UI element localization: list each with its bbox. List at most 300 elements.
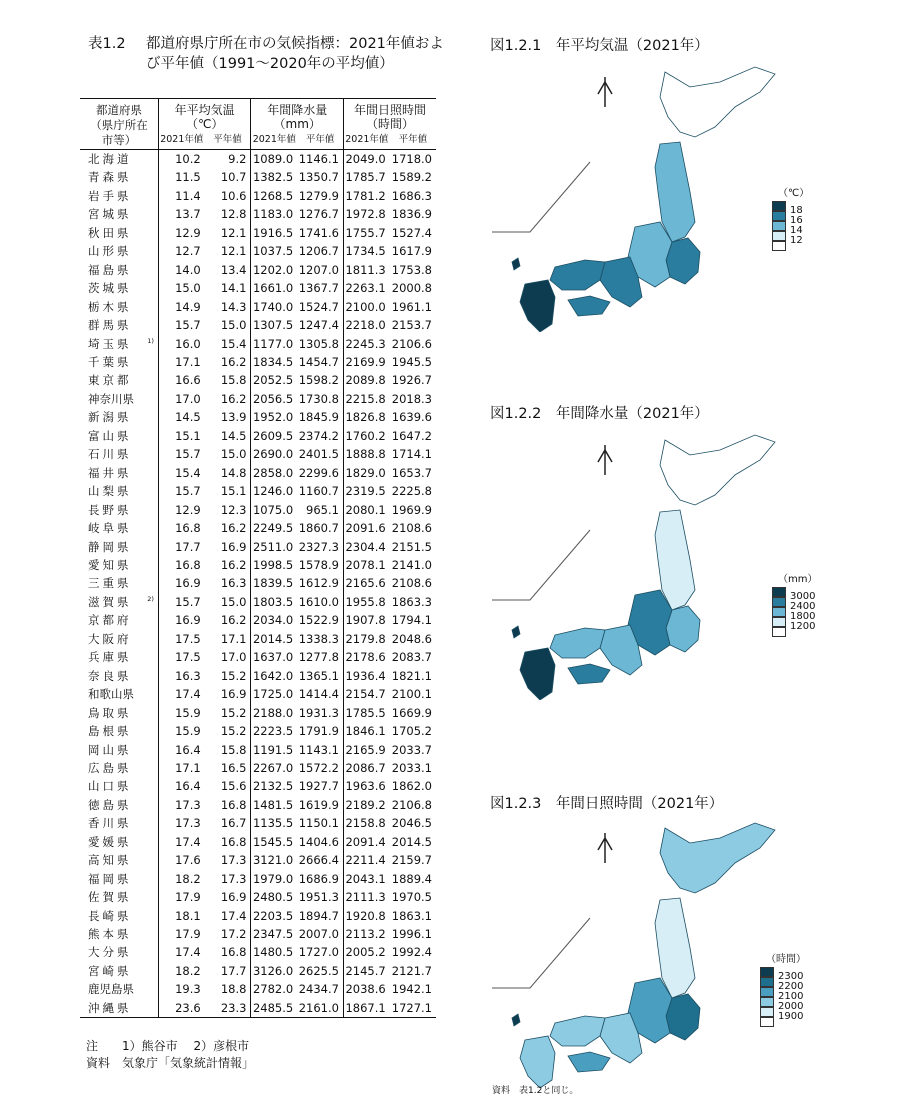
- legend-value: 3000: [790, 591, 816, 602]
- cell-s21: 2189.2: [345, 797, 386, 812]
- cell-sn: 2108.6: [391, 521, 432, 536]
- cell-s21: 1920.8: [345, 908, 386, 923]
- cell-tn: 15.6: [205, 777, 251, 795]
- cell-tn: 16.8: [205, 796, 251, 814]
- subheader-precip-2021: 2021年値: [251, 131, 297, 150]
- table-row: [80, 279, 436, 297]
- cell-tn: 12.1: [205, 224, 251, 242]
- cell-tn: 10.7: [205, 168, 251, 186]
- cell-p21: 3121.0: [252, 853, 294, 868]
- cell-s21: 2091.6: [345, 521, 386, 536]
- cell-pn: 1365.1: [297, 667, 343, 685]
- cell-s21: 1907.8: [345, 613, 386, 628]
- cell-t21: 17.5: [175, 650, 201, 665]
- header-pref-line1: 都道府県: [95, 103, 142, 117]
- cell-pn: 1686.9: [297, 870, 343, 888]
- prefecture-name-text: 広島県: [88, 760, 132, 775]
- cell-s21: 1846.1: [345, 724, 386, 739]
- cell-sn: 1527.4: [391, 225, 432, 240]
- cell-pn: 1522.9: [297, 611, 343, 629]
- header-temp-unit: （℃）: [185, 117, 224, 131]
- map-region-okinawa: [512, 258, 520, 270]
- legend-value: 2100: [778, 991, 804, 1002]
- cell-tn: 10.6: [205, 187, 251, 205]
- legend-row: [772, 587, 817, 602]
- prefecture-name: [80, 353, 158, 371]
- cell-pn: 1727.0: [297, 943, 343, 961]
- cell-p21: 1661.0: [252, 281, 294, 296]
- cell-tn: 17.3: [205, 870, 251, 888]
- cell-pn: 1524.7: [297, 298, 343, 316]
- cell-tn: 16.8: [205, 833, 251, 851]
- cell-tn: 17.4: [205, 907, 251, 925]
- cell-pn: 2327.3: [297, 538, 343, 556]
- prefecture-name-text: 新潟県: [88, 410, 132, 425]
- cell-p21: 2188.0: [252, 705, 294, 720]
- figure-2-legend: [772, 570, 817, 637]
- north-arrow-icon: [598, 77, 612, 107]
- prefecture-name: [80, 593, 158, 611]
- cell-s21: 2319.5: [345, 484, 386, 499]
- cell-tn: 16.2: [205, 390, 251, 408]
- prefecture-name: [80, 777, 158, 795]
- table-row: [80, 759, 436, 777]
- cell-p21: 1952.0: [252, 410, 294, 425]
- legend-swatch: [760, 1007, 774, 1017]
- map-region-hokkaido: [660, 823, 775, 893]
- cell-t21: 15.0: [175, 281, 201, 296]
- cell-sn: 1821.1: [391, 668, 432, 683]
- prefecture-name: [80, 408, 158, 426]
- table-row: [80, 630, 436, 648]
- cell-sn: 1705.2: [391, 724, 432, 739]
- figure-1-temperature-map: [490, 62, 790, 332]
- prefecture-name-text: 東京都: [88, 373, 132, 388]
- cell-p21: 3126.0: [252, 963, 294, 978]
- climate-table: [80, 98, 436, 1018]
- cell-t21: 16.0: [175, 336, 201, 351]
- cell-t21: 16.9: [175, 613, 201, 628]
- prefecture-footnote-marker: 1): [147, 336, 154, 345]
- prefecture-name-text: 岡山県: [88, 742, 132, 757]
- prefecture-name: [80, 242, 158, 260]
- prefecture-name: [80, 187, 158, 205]
- north-arrow-icon: [598, 445, 612, 475]
- cell-p21: 2034.0: [252, 613, 294, 628]
- cell-tn: 17.1: [205, 630, 251, 648]
- cell-sn: 2151.5: [391, 539, 432, 554]
- cell-p21: 1916.5: [252, 225, 294, 240]
- legend-value: 2300: [778, 971, 804, 982]
- cell-s21: 1936.4: [345, 668, 386, 683]
- table-row: [80, 796, 436, 814]
- cell-sn: 1863.3: [391, 594, 432, 609]
- cell-t21: 18.2: [175, 871, 201, 886]
- cell-p21: 2249.5: [252, 521, 294, 536]
- climate-table-wrapper: [80, 98, 436, 1018]
- table-row: [80, 777, 436, 795]
- cell-sn: 1686.3: [391, 188, 432, 203]
- cell-s21: 2211.4: [345, 853, 386, 868]
- prefecture-name: [80, 962, 158, 980]
- table-row: [80, 501, 436, 519]
- prefecture-name-text: 長崎県: [88, 908, 132, 923]
- legend-value: 2000: [778, 1001, 804, 1012]
- cell-t21: 17.4: [175, 834, 201, 849]
- cell-tn: 12.8: [205, 205, 251, 223]
- prefecture-name-text: 静岡県: [88, 539, 132, 554]
- cell-p21: 1834.5: [252, 354, 294, 369]
- cell-tn: 15.8: [205, 741, 251, 759]
- cell-pn: 1146.1: [297, 150, 343, 169]
- map-region-okinawa: [512, 1014, 520, 1026]
- table-row: [80, 925, 436, 943]
- cell-t21: 17.4: [175, 687, 201, 702]
- cell-tn: 16.5: [205, 759, 251, 777]
- figure-1-legend-unit: （℃）: [778, 188, 810, 199]
- table-row: [80, 538, 436, 556]
- table-row: [80, 907, 436, 925]
- cell-pn: 1305.8: [297, 335, 343, 353]
- subheader-temp-2021: 2021年値: [158, 131, 204, 150]
- header-prefecture: [80, 99, 158, 150]
- cell-p21: 1642.0: [252, 668, 294, 683]
- cell-p21: 1075.0: [252, 502, 294, 517]
- legend-swatch: [772, 201, 786, 211]
- cell-p21: 2858.0: [252, 465, 294, 480]
- map-region-hokkaido: [660, 435, 775, 505]
- cell-pn: 1845.9: [297, 408, 343, 426]
- prefecture-name-text: 京都府: [88, 613, 132, 628]
- table-row: [80, 427, 436, 445]
- cell-t21: 16.6: [175, 373, 201, 388]
- prefecture-name-text: 群馬県: [88, 318, 132, 333]
- table-row: [80, 205, 436, 223]
- cell-t21: 16.9: [175, 576, 201, 591]
- prefecture-name: [80, 445, 158, 463]
- cell-tn: 16.9: [205, 685, 251, 703]
- cell-s21: 1963.6: [345, 779, 386, 794]
- cell-tn: 12.3: [205, 501, 251, 519]
- cell-pn: 1279.9: [297, 187, 343, 205]
- cell-t21: 15.7: [175, 318, 201, 333]
- map-region-kyushu: [520, 280, 555, 332]
- prefecture-name: [80, 519, 158, 537]
- inset-divider-line: [492, 530, 590, 600]
- prefecture-name-text: 鳥取県: [88, 705, 132, 720]
- cell-tn: 17.7: [205, 962, 251, 980]
- cell-pn: 1454.7: [297, 353, 343, 371]
- cell-tn: 16.3: [205, 574, 251, 592]
- cell-s21: 2038.6: [345, 982, 386, 997]
- cell-pn: 1931.3: [297, 704, 343, 722]
- cell-pn: 1927.7: [297, 777, 343, 795]
- cell-s21: 2113.2: [345, 927, 386, 942]
- cell-sn: 1653.7: [391, 465, 432, 480]
- cell-p21: 1135.5: [252, 816, 294, 831]
- cell-s21: 2080.1: [345, 502, 386, 517]
- cell-sn: 1992.4: [391, 945, 432, 960]
- cell-sn: 2108.6: [391, 576, 432, 591]
- cell-t21: 13.7: [175, 207, 201, 222]
- table-row: [80, 408, 436, 426]
- prefecture-name: [80, 943, 158, 961]
- prefecture-name: [80, 833, 158, 851]
- legend-swatch: [760, 987, 774, 997]
- cell-tn: 17.2: [205, 925, 251, 943]
- header-temperature: [158, 99, 251, 132]
- cell-p21: 1480.5: [252, 945, 294, 960]
- prefecture-name-text: 岐阜県: [88, 521, 132, 536]
- prefecture-name: [80, 759, 158, 777]
- cell-s21: 2049.0: [345, 152, 386, 166]
- cell-s21: 1829.0: [345, 465, 386, 480]
- prefecture-name-text: 富山県: [88, 428, 132, 443]
- table-row: [80, 168, 436, 186]
- prefecture-name: [80, 390, 158, 408]
- cell-s21: 1755.7: [345, 225, 386, 240]
- prefecture-name: [80, 685, 158, 703]
- legend-value: 16: [790, 215, 803, 226]
- header-sun-label: 年間日照時間: [353, 103, 426, 117]
- cell-sn: 1996.1: [391, 927, 432, 942]
- cell-s21: 1811.3: [345, 262, 386, 277]
- cell-s21: 2215.8: [345, 391, 386, 406]
- prefecture-name-text: 栃木県: [88, 299, 132, 314]
- table-row: [80, 519, 436, 537]
- prefecture-name: [80, 814, 158, 832]
- prefecture-name-text: 宮崎県: [88, 963, 132, 978]
- legend-swatch: [772, 231, 786, 241]
- inset-divider-line: [492, 918, 590, 988]
- cell-sn: 1862.0: [391, 779, 432, 794]
- cell-s21: 2165.9: [345, 742, 386, 757]
- prefecture-name-text: 長野県: [88, 502, 132, 517]
- prefecture-name: [80, 888, 158, 906]
- cell-t21: 11.5: [175, 170, 201, 185]
- cell-sn: 1669.9: [391, 705, 432, 720]
- cell-t21: 17.7: [175, 539, 201, 554]
- cell-t21: 11.4: [175, 188, 201, 203]
- prefecture-name-text: 滋賀県: [88, 594, 132, 609]
- cell-t21: 14.0: [175, 262, 201, 277]
- cell-sn: 2033.1: [391, 760, 432, 775]
- cell-t21: 17.6: [175, 853, 201, 868]
- cell-sn: 1753.8: [391, 262, 432, 277]
- cell-t21: 14.5: [175, 410, 201, 425]
- cell-s21: 1888.8: [345, 447, 386, 462]
- cell-pn: 1860.7: [297, 519, 343, 537]
- prefecture-name-text: 三重県: [88, 576, 132, 591]
- cell-t21: 16.4: [175, 742, 201, 757]
- cell-t21: 12.9: [175, 502, 201, 517]
- cell-p21: 2782.0: [252, 982, 294, 997]
- cell-s21: 1867.1: [343, 999, 389, 1018]
- cell-t21: 16.8: [175, 521, 201, 536]
- table-row: [80, 445, 436, 463]
- table-row: [80, 187, 436, 205]
- cell-p21: 1202.0: [252, 262, 294, 277]
- table-row: [80, 685, 436, 703]
- cell-pn: 965.1: [297, 501, 343, 519]
- cell-pn: 1404.6: [297, 833, 343, 851]
- prefecture-name-text: 福井県: [88, 465, 132, 480]
- table-body: [80, 150, 436, 1018]
- prefecture-name-text: 島根県: [88, 724, 132, 739]
- map-region-chugoku: [550, 260, 605, 290]
- cell-tn: 16.2: [205, 556, 251, 574]
- figure-3-legend-unit: （時間）: [766, 954, 806, 965]
- prefecture-name: [80, 205, 158, 223]
- prefecture-name-text: 愛媛県: [88, 834, 132, 849]
- legend-swatch: [760, 1017, 774, 1027]
- table-row: [80, 814, 436, 832]
- prefecture-name-text: 山形県: [88, 244, 132, 259]
- legend-swatch: [772, 587, 786, 597]
- prefecture-footnote-marker: 2): [147, 594, 154, 603]
- cell-sn: 1961.1: [391, 299, 432, 314]
- cell-sn: 2106.6: [391, 336, 432, 351]
- prefecture-name-text: 大阪府: [88, 631, 132, 646]
- prefecture-name: [80, 482, 158, 500]
- prefecture-name: [80, 870, 158, 888]
- cell-s21: 1781.2: [345, 188, 386, 203]
- cell-sn: 1889.4: [391, 871, 432, 886]
- cell-tn: 14.1: [205, 279, 251, 297]
- prefecture-name-text: 宮城県: [88, 207, 132, 222]
- cell-pn: 2374.2: [297, 427, 343, 445]
- cell-t21: 15.9: [175, 705, 201, 720]
- cell-tn: 15.0: [205, 593, 251, 611]
- prefecture-name-text: 福岡県: [88, 871, 132, 886]
- cell-p21: 2511.0: [252, 539, 294, 554]
- cell-tn: 15.0: [205, 445, 251, 463]
- cell-sn: 2018.3: [391, 391, 432, 406]
- cell-t21: 17.1: [175, 760, 201, 775]
- header-sunshine: [343, 99, 436, 132]
- cell-tn: 15.2: [205, 667, 251, 685]
- cell-p21: 2014.5: [252, 631, 294, 646]
- cell-pn: 1247.4: [297, 316, 343, 334]
- cell-t21: 17.5: [175, 631, 201, 646]
- cell-tn: 23.3: [205, 999, 251, 1018]
- cell-p21: 2052.5: [252, 373, 294, 388]
- cell-tn: 16.8: [205, 943, 251, 961]
- legend-swatch: [760, 977, 774, 987]
- cell-s21: 2078.1: [345, 557, 386, 572]
- cell-pn: 1598.2: [297, 371, 343, 389]
- prefecture-name-text: 岩手県: [88, 188, 132, 203]
- figure-3-legend: [760, 950, 806, 1027]
- cell-pn: 1951.3: [297, 888, 343, 906]
- cell-s21: 1785.7: [345, 170, 386, 185]
- prefecture-name: [80, 925, 158, 943]
- map-region-hokkaido: [660, 67, 775, 137]
- cell-tn: 13.4: [205, 261, 251, 279]
- legend-swatch: [760, 967, 774, 977]
- prefecture-name: [80, 298, 158, 316]
- cell-t21: 15.7: [175, 484, 201, 499]
- cell-s21: 2086.7: [345, 760, 386, 775]
- cell-t21: 15.7: [175, 594, 201, 609]
- cell-tn: 15.0: [205, 316, 251, 334]
- prefecture-name: [80, 371, 158, 389]
- prefecture-name: [80, 556, 158, 574]
- map-region-chugoku: [550, 1016, 605, 1046]
- table-row: [80, 741, 436, 759]
- prefecture-name: [80, 261, 158, 279]
- table-row: [80, 353, 436, 371]
- legend-value: 12: [790, 235, 803, 246]
- table-row: [80, 298, 436, 316]
- cell-p21: 2690.0: [252, 447, 294, 462]
- prefecture-name-text: 徳島県: [88, 797, 132, 812]
- cell-t21: 10.2: [175, 152, 201, 166]
- header-precip-unit: （mm）: [273, 117, 321, 131]
- map-region-shikoku: [568, 296, 610, 316]
- cell-pn: 1791.9: [297, 722, 343, 740]
- prefecture-name-text: 山梨県: [88, 484, 132, 499]
- cell-pn: 1730.8: [297, 390, 343, 408]
- cell-tn: 15.2: [205, 722, 251, 740]
- prefecture-name: [80, 279, 158, 297]
- cell-s21: 2304.4: [345, 539, 386, 554]
- prefecture-name-text: 鹿児島県: [88, 982, 134, 997]
- cell-t21: 16.3: [175, 668, 201, 683]
- prefecture-name-text: 高知県: [88, 853, 132, 868]
- cell-sn: 1639.6: [391, 410, 432, 425]
- cell-p21: 2347.5: [252, 927, 294, 942]
- legend-swatch: [772, 607, 786, 617]
- legend-swatch: [772, 627, 786, 637]
- cell-tn: 15.8: [205, 371, 251, 389]
- cell-t21: 17.3: [175, 816, 201, 831]
- map-region-kyushu: [520, 1036, 555, 1088]
- prefecture-name-text: 石川県: [88, 447, 132, 462]
- cell-pn: 1619.9: [297, 796, 343, 814]
- legend-row: [760, 967, 806, 982]
- cell-p21: 1246.0: [252, 484, 294, 499]
- header-pref-line3: 市等）: [101, 133, 137, 147]
- cell-pn: 1894.7: [297, 907, 343, 925]
- table-row: [80, 648, 436, 666]
- cell-tn: 16.9: [205, 888, 251, 906]
- subheader-sun-normal: 平年値: [390, 131, 436, 150]
- cell-sn: 1945.5: [391, 354, 432, 369]
- cell-s21: 2178.6: [345, 650, 386, 665]
- cell-s21: 2165.6: [345, 576, 386, 591]
- legend-value: 14: [790, 225, 803, 236]
- table-row: [80, 870, 436, 888]
- cell-sn: 2106.8: [391, 797, 432, 812]
- table-row: [80, 851, 436, 869]
- table-row: [80, 464, 436, 482]
- cell-t21: 17.9: [175, 927, 201, 942]
- cell-t21: 18.1: [175, 908, 201, 923]
- table-row: [80, 390, 436, 408]
- table-row: [80, 722, 436, 740]
- prefecture-name-text: 愛知県: [88, 557, 132, 572]
- cell-sn: 2153.7: [391, 318, 432, 333]
- prefecture-name: [80, 168, 158, 186]
- cell-sn: 1794.1: [391, 613, 432, 628]
- cell-tn: 13.9: [205, 408, 251, 426]
- prefecture-name-text: 茨城県: [88, 281, 132, 296]
- header-pref-line2: （県庁所在: [90, 118, 148, 132]
- prefecture-name: [80, 722, 158, 740]
- cell-p21: 2480.5: [252, 890, 294, 905]
- header-precip-label: 年間降水量: [267, 103, 328, 117]
